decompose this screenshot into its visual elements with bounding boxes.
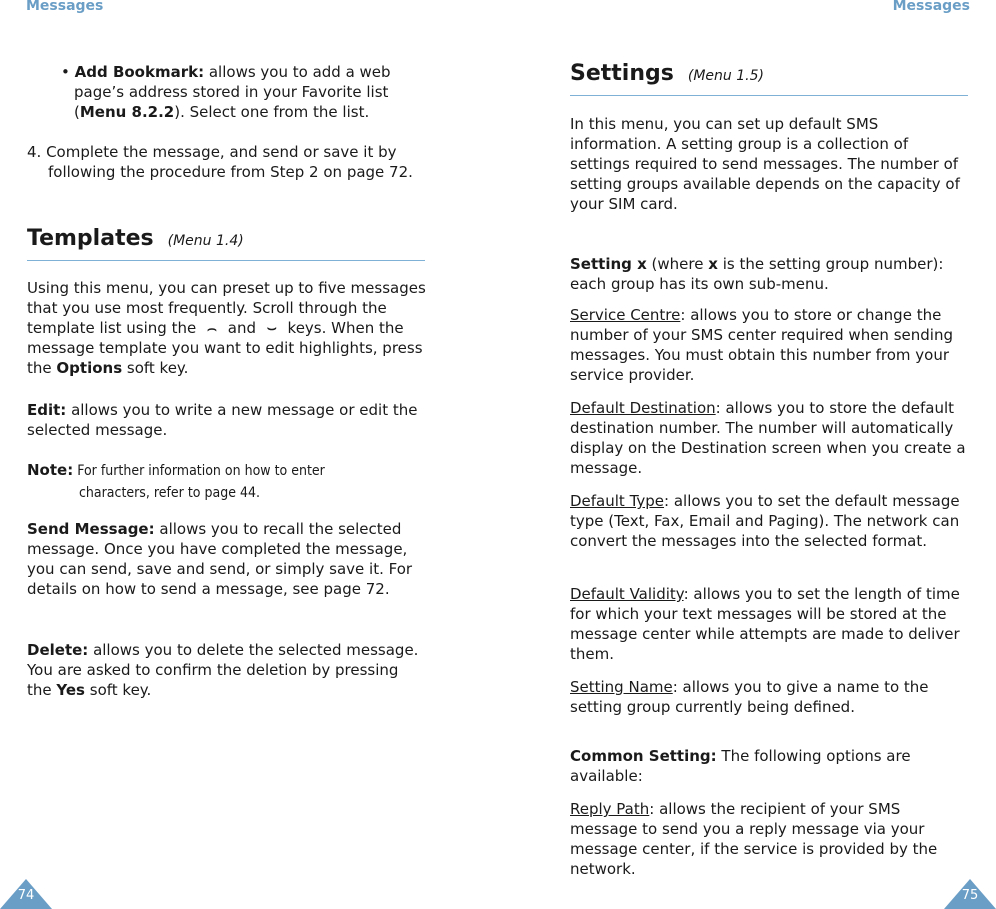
reply-path: Reply Path: allows the recipient of your SMS message to send you a reply message via your message center, if the service is provided by the network.: [570, 800, 938, 878]
reply-path-label: Reply Path: [570, 800, 650, 818]
note-label: Note:: [27, 461, 74, 479]
default-destination: Default Destination: allows you to store the default destination number. The number will automatically display on the Destination screen when you create a message.: [570, 399, 966, 477]
default-validity: Default Validity: allows you to set the length of time for which your text messages will be stored at the message center while attempts are made to deliver them.: [570, 585, 960, 663]
send-message-label: Send Message:: [27, 520, 155, 538]
delete-label: Delete:: [27, 641, 89, 659]
yes-softkey: Yes: [56, 681, 85, 699]
default-type: Default Type: allows you to set the default message type (Text, Fax, Email and Paging). The network can convert the messages into the selected format.: [570, 492, 960, 550]
default-type-label: Default Type: [570, 492, 665, 510]
settings-heading: [570, 61, 764, 86]
add-bookmark-label: Add Bookmark:: [74, 63, 205, 81]
down-key-icon: ⌣: [266, 319, 277, 337]
delete-option: Delete: allows you to delete the selected message. You are asked to confirm the deletion by pressing the Yes soft key.: [27, 641, 419, 699]
settings-rule: [570, 95, 968, 96]
setting-name-label: Setting Name: [570, 678, 673, 696]
default-validity-label: Default Validity: [570, 585, 684, 603]
service-centre: Service Centre: allows you to store or change the number of your SMS center required when sending messages. You must obtain this number from your service provider.: [570, 306, 953, 384]
settings-menu-ref: (Menu 1.5): [687, 68, 764, 84]
running-head-right: Messages: [892, 0, 970, 14]
bullet-icon: •: [61, 63, 70, 81]
service-centre-label: Service Centre: [570, 306, 681, 324]
add-bookmark-item: • Add Bookmark: allows you to add a web page’s address stored in your Favorite list (Menu 8.2.2). Select one from the list.: [61, 63, 391, 121]
edit-label: Edit:: [27, 401, 67, 419]
templates-menu-ref: (Menu 1.4): [167, 233, 244, 249]
up-key-icon: ⌢: [207, 319, 217, 337]
note: Note: For further information on how to enter characters, refer to page 44.: [27, 461, 325, 501]
templates-heading: [27, 226, 244, 251]
default-destination-label: Default Destination: [570, 399, 716, 417]
menu-ref: Menu 8.2.2: [79, 103, 175, 121]
common-setting: Common Setting: The following options are available:: [570, 747, 911, 785]
templates-title: Templates: [27, 226, 154, 251]
right-page: [498, 0, 996, 909]
running-head-left: Messages: [26, 0, 104, 14]
setting-name: Setting Name: allows you to give a name to the setting group currently being defined.: [570, 678, 929, 716]
templates-rule: [27, 260, 425, 261]
setting-x-label: Setting x: [570, 255, 647, 273]
setting-x: Setting x (where x is the setting group number): each group has its own sub-menu.: [570, 255, 944, 293]
page-number-right: 75: [961, 888, 979, 903]
edit-option: Edit: allows you to write a new message or edit the selected message.: [27, 401, 418, 439]
step-4: 4. Complete the message, and send or save it by following the procedure from Step 2 on page 72.: [27, 143, 413, 181]
settings-intro: In this menu, you can set up default SMS information. A setting group is a collection of settings required to send messages. The number of setting groups available depends on the capacity of your SIM card.: [570, 115, 960, 213]
options-softkey: Options: [56, 359, 123, 377]
send-message-option: Send Message: allows you to recall the selected message. Once you have completed the message, you can send, save and send, or simply save it. For details on how to send a message, see page 72.: [27, 520, 413, 598]
settings-title: Settings: [570, 61, 674, 86]
page-number-left: 74: [17, 888, 35, 903]
common-setting-label: Common Setting:: [570, 747, 717, 765]
templates-intro: Using this menu, you can preset up to five messages that you use most frequently. Scroll through the template list using the ⌢ and ⌣ keys. When the message template you want to edit highlights, press the Options soft key.: [27, 279, 426, 377]
